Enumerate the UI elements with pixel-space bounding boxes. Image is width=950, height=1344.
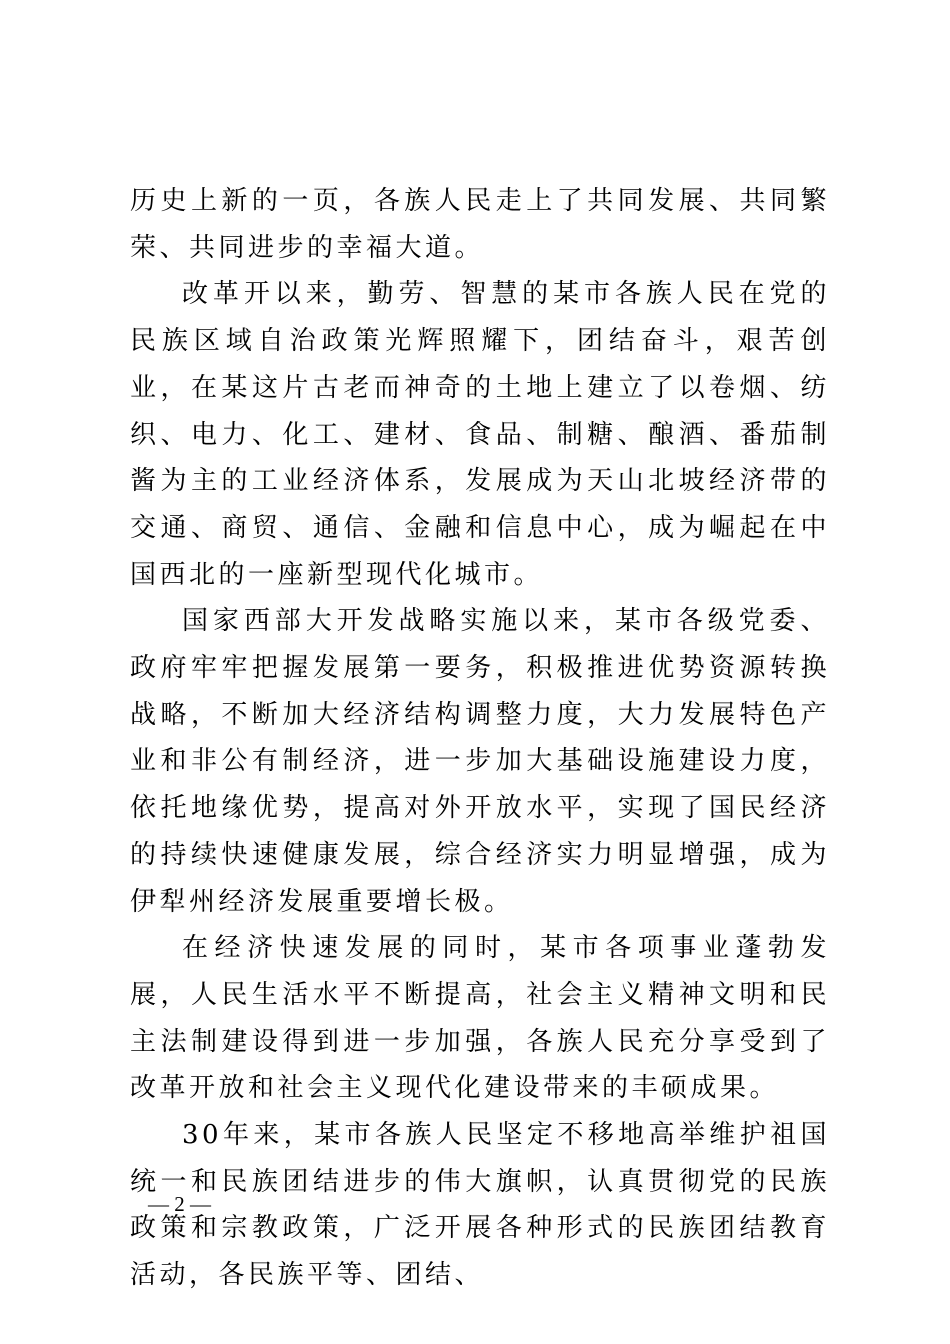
- paragraph-5: 30年来，某市各族人民坚定不移地高举维护祖国统一和民族团结进步的伟大旗帜，认真贯彻党的民族政策和宗教政策，广泛开展各种形式的民族团结教育活动，各民族平等、团结、: [130, 1120, 830, 1291]
- paragraph-2: 改革开以来，勤劳、智慧的某市各族人民在党的民族区域自治政策光辉照耀下，团结奋斗，艰苦创业，在某这片古老而神奇的土地上建立了以卷烟、纺织、电力、化工、建材、食品、制糖、酿酒、番茄制酱为主的工业经济体系，发展成为天山北坡经济带的交通、商贸、通信、金融和信息中心，成为崛起在中国西北的一座新型现代化城市。: [130, 279, 830, 590]
- paragraph-4: 在经济快速发展的同时，某市各项事业蓬勃发展，人民生活水平不断提高，社会主义精神文明和民主法制建设得到进一步加强，各族人民充分享受到了改革开放和社会主义现代化建设带来的丰硕成果。: [130, 933, 830, 1104]
- paragraph-1: 历史上新的一页，各族人民走上了共同发展、共同繁荣、共同进步的幸福大道。: [130, 186, 830, 263]
- page-number: — 2 —: [148, 1192, 211, 1216]
- paragraph-3: 国家西部大开发战略实施以来，某市各级党委、政府牢牢把握发展第一要务，积极推进优势资源转换战略，不断加大经济结构调整力度，大力发展特色产业和非公有制经济，进一步加大基础设施建设力度，依托地缘优势，提高对外开放水平，实现了国民经济的持续快速健康发展，综合经济实力明显增强，成为伊犁州经济发展重要增长极。: [130, 606, 830, 917]
- body-text: [130, 178, 830, 1299]
